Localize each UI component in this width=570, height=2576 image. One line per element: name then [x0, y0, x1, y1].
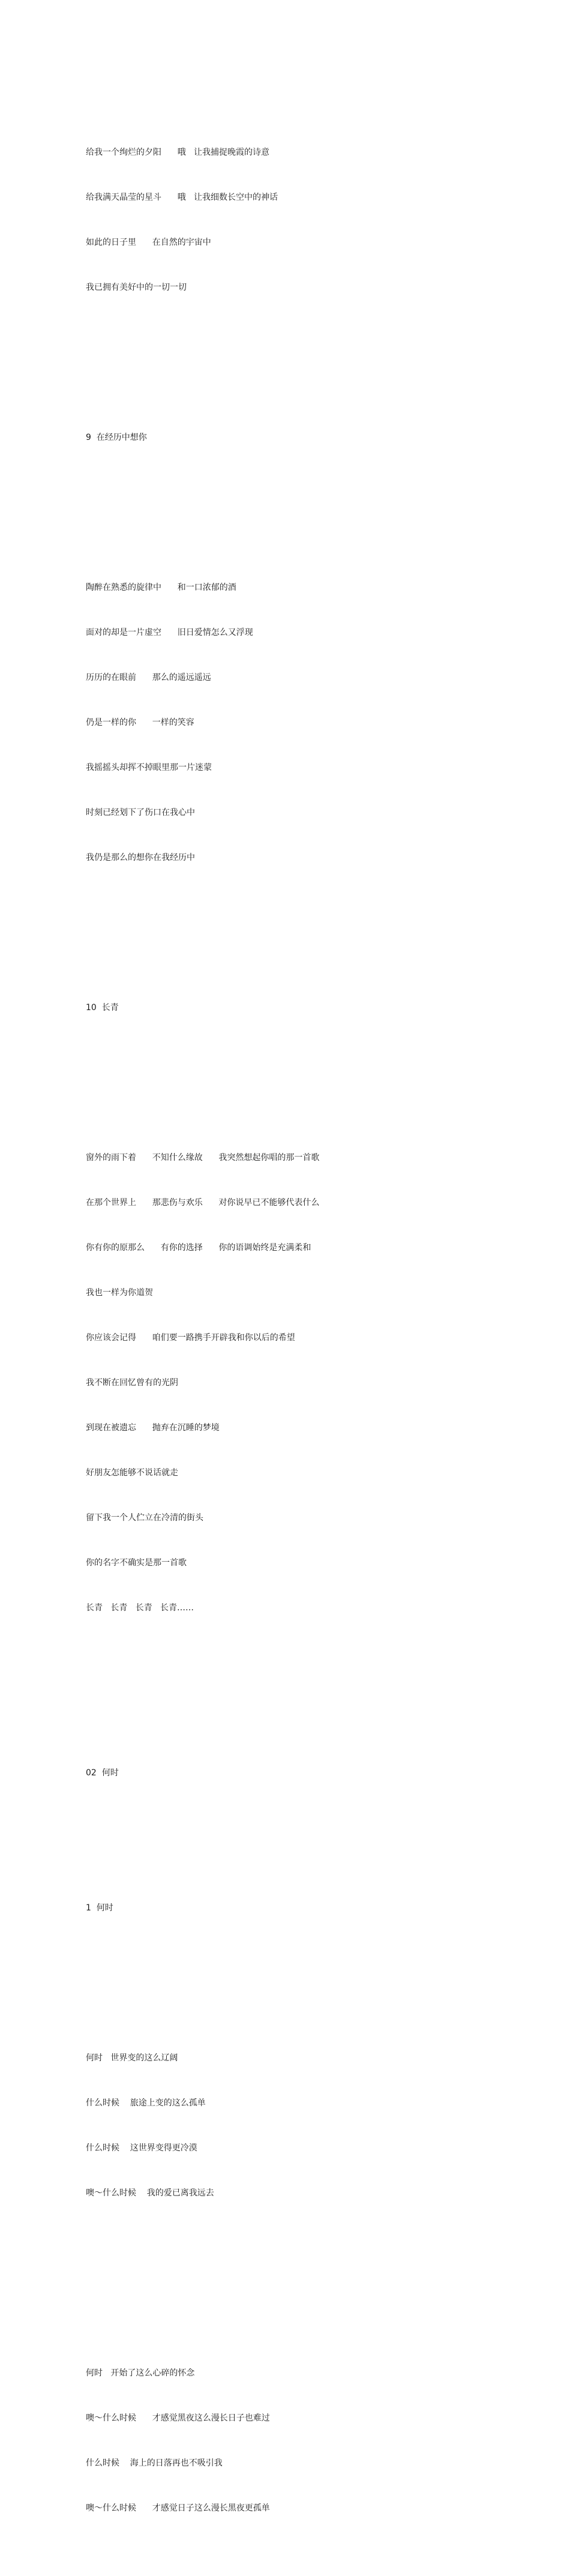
- lyric-line: 给我一个绚烂的夕阳 哦 让我捕捉晚霞的诗意: [86, 148, 270, 157]
- song1-verse1: [86, 2021, 542, 2231]
- spacer: [86, 940, 542, 955]
- lyric-line: 好朋友怎能够不说话就走: [86, 1468, 178, 1478]
- lyric-line: 到现在被遗忘 抛弃在沉睡的梦境: [86, 1423, 220, 1433]
- lyric-line: 何时 开始了这么心碎的怀念: [86, 2368, 195, 2378]
- lyric-line: 时刻已经划下了伤口在我心中: [86, 808, 195, 817]
- album2-title: 02 何时: [86, 1768, 119, 1778]
- lyric-line: 噢～什么时候 才感觉日子这么漫长黑夜更孤单: [86, 2503, 270, 2513]
- song9-title: 9 在经历中想你: [86, 433, 147, 442]
- spacer: [86, 370, 542, 385]
- lyric-line: 历历的在眼前 那么的遥远遥远: [86, 673, 211, 682]
- lyric-line: 你的名字不确实是那一首歌: [86, 1558, 187, 1568]
- lyric-line: 噢～什么时候 我的爱已离我远去: [86, 2188, 214, 2198]
- song8-tail: [86, 115, 542, 325]
- lyric-line: 你应该会记得 咱们要一路携手开辟我和你以后的希望: [86, 1333, 295, 1343]
- lyric-line: 我不断在回忆曾有的光阴: [86, 1378, 178, 1388]
- spacer: [86, 2276, 542, 2291]
- lyric-line: 在那个世界上 那悲伤与欢乐 对你说早已不能够代表什么: [86, 1198, 320, 1208]
- lyric-line: 我摇摇头却挥不掉眼里那一片迷蒙: [86, 763, 212, 772]
- song1-verse2: [86, 2336, 542, 2546]
- song9-lyrics: [86, 550, 542, 895]
- document-page: [86, 70, 542, 2576]
- lyric-line: 你有你的原那么 有你的选择 你的语调始终是充满柔和: [86, 1243, 311, 1253]
- lyric-line: 我已拥有美好中的一切一切: [86, 283, 187, 292]
- lyric-line: 面对的却是一片虚空 旧日爱情怎么又浮现: [86, 628, 253, 637]
- lyric-line: 何时 世界变的这么辽阔: [86, 2053, 178, 2063]
- lyric-line: 留下我一个人伫立在冷清的街头: [86, 1513, 203, 1523]
- lyric-line: 什么时候 这世界变得更冷漠: [86, 2143, 197, 2153]
- spacer: [86, 1961, 542, 1976]
- song10-title: 10 长青: [86, 1003, 119, 1013]
- spacer: [86, 1826, 542, 1856]
- lyric-line: 仍是一样的你 一样的笑容: [86, 718, 194, 727]
- lyric-line: 噢～什么时候 才感觉黑夜这么漫长日子也难过: [86, 2413, 270, 2423]
- lyric-line: 什么时候 旅途上变的这么孤单: [86, 2098, 206, 2108]
- lyric-line: 窗外的雨下着 不知什么缘故 我突然想起你唱的那一首歌: [86, 1153, 320, 1163]
- lyric-line: 什么时候 海上的日落再也不吸引我: [86, 2458, 223, 2468]
- lyric-line: 我仍是那么的想你在我经历中: [86, 853, 195, 862]
- lyric-line: 陶醉在熟悉的旋律中 和一口浓郁的酒: [86, 583, 236, 592]
- lyric-line: 如此的日子里 在自然的宇宙中: [86, 238, 211, 247]
- spacer: [86, 1691, 542, 1721]
- lyric-line: 我也一样为你道贺: [86, 1288, 153, 1298]
- spacer: [86, 490, 542, 505]
- spacer: [86, 1061, 542, 1076]
- song1-title: 1 何时: [86, 1903, 113, 1913]
- lyric-line: 给我满天晶莹的星斗 哦 让我细数长空中的神话: [86, 193, 278, 202]
- song10-lyrics: [86, 1121, 542, 1646]
- lyric-line: 长青 长青 长青 长青……: [86, 1603, 194, 1613]
